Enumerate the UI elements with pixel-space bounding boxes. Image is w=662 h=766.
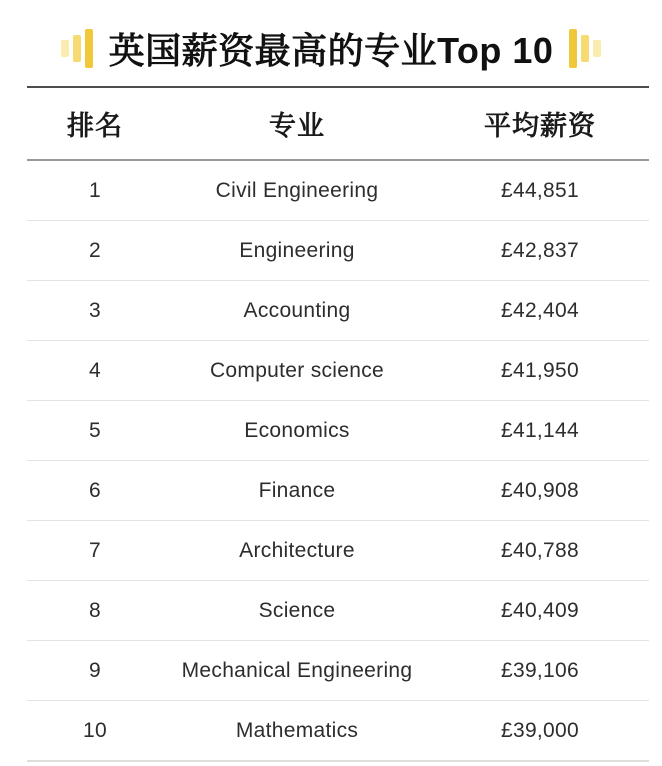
column-header-salary: 平均薪资: [431, 87, 649, 160]
rank-cell: 7: [27, 521, 163, 581]
table-row: [27, 401, 649, 461]
column-header-major: 专业: [163, 87, 431, 160]
bar: [593, 40, 601, 57]
rank-cell: 3: [27, 281, 163, 341]
rank-cell: 10: [27, 701, 163, 762]
column-header-rank: 排名: [27, 87, 163, 160]
bar: [73, 35, 81, 62]
table-row: [27, 461, 649, 521]
table-header-row: [27, 87, 649, 160]
major-cell: Computer science: [163, 341, 431, 401]
rank-cell: 1: [27, 160, 163, 221]
title-bar: [0, 0, 662, 74]
table-row: [27, 701, 649, 762]
page-title: 英国薪资最高的专业Top 10: [108, 29, 554, 71]
table-row: [27, 581, 649, 641]
table-row: [27, 221, 649, 281]
major-cell: Economics: [163, 401, 431, 461]
major-cell: Civil Engineering: [163, 160, 431, 221]
table-row: [27, 521, 649, 581]
major-cell: Mechanical Engineering: [163, 641, 431, 701]
major-cell: Finance: [163, 461, 431, 521]
salary-cell: £40,908: [431, 461, 649, 521]
major-cell: Accounting: [163, 281, 431, 341]
table-row: [27, 160, 649, 221]
bar: [85, 29, 93, 68]
major-cell: Science: [163, 581, 431, 641]
salary-cell: £44,851: [431, 160, 649, 221]
table-row: [27, 281, 649, 341]
salary-table: [27, 86, 649, 762]
rank-cell: 6: [27, 461, 163, 521]
bar: [581, 35, 589, 62]
rank-cell: 8: [27, 581, 163, 641]
salary-cell: £40,409: [431, 581, 649, 641]
rank-cell: 5: [27, 401, 163, 461]
bars-descending-icon: [569, 29, 601, 68]
salary-cell: £39,000: [431, 701, 649, 762]
major-cell: Engineering: [163, 221, 431, 281]
salary-cell: £42,837: [431, 221, 649, 281]
major-cell: Mathematics: [163, 701, 431, 762]
rank-cell: 9: [27, 641, 163, 701]
bars-ascending-icon: [61, 29, 93, 68]
salary-cell: £41,950: [431, 341, 649, 401]
salary-cell: £40,788: [431, 521, 649, 581]
salary-cell: £42,404: [431, 281, 649, 341]
bar: [569, 29, 577, 68]
bar: [61, 40, 69, 57]
table-row: [27, 341, 649, 401]
salary-cell: £41,144: [431, 401, 649, 461]
rank-cell: 2: [27, 221, 163, 281]
table-row: [27, 641, 649, 701]
salary-cell: £39,106: [431, 641, 649, 701]
rank-cell: 4: [27, 341, 163, 401]
major-cell: Architecture: [163, 521, 431, 581]
